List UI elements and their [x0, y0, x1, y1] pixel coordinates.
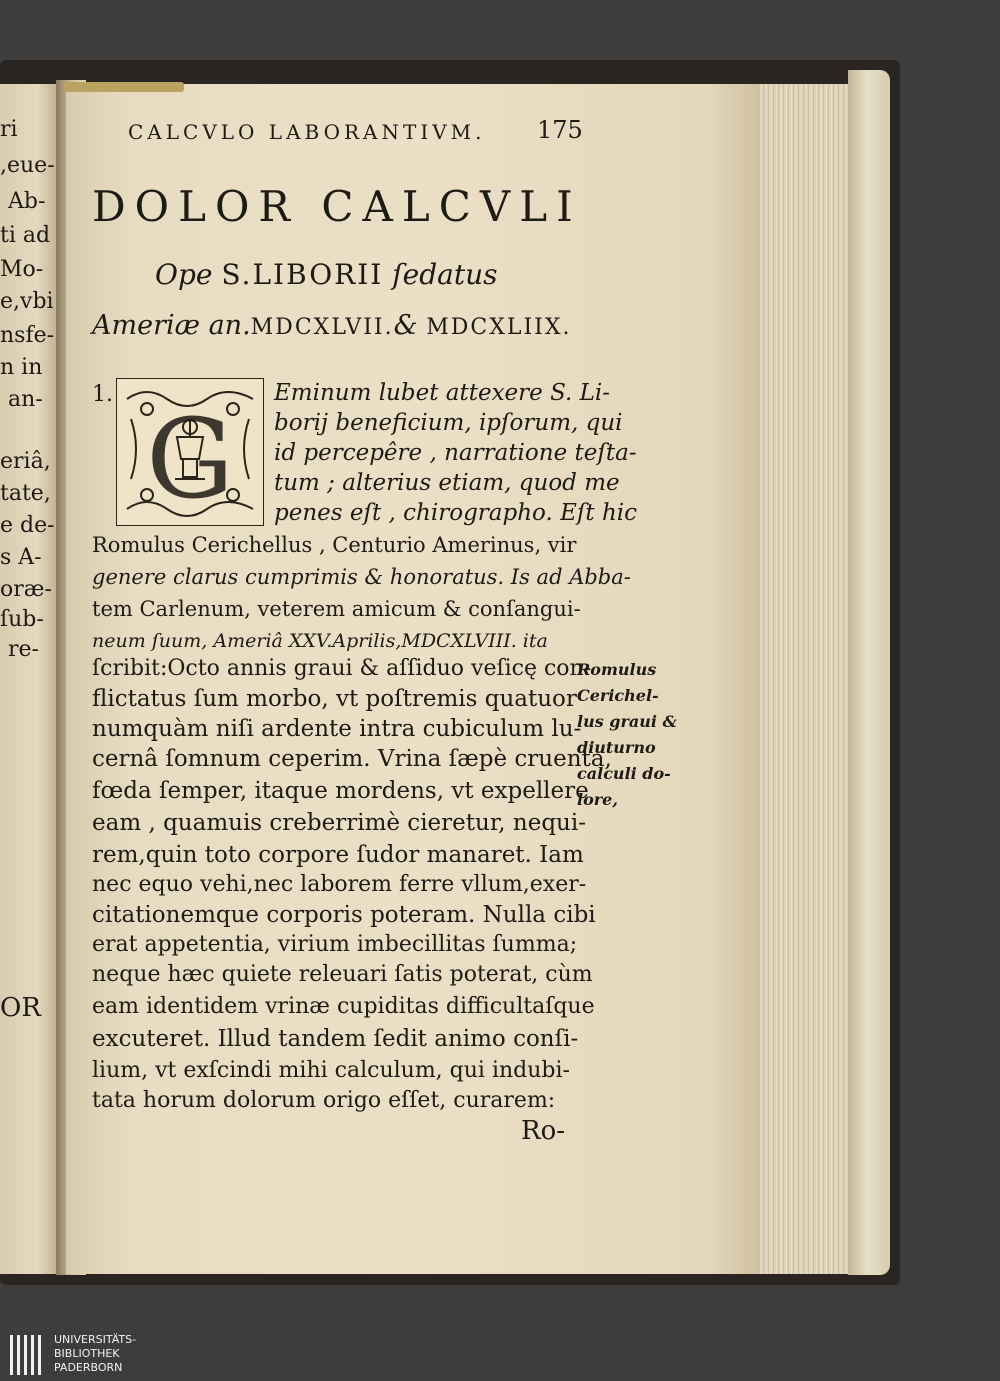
text-line: erat appetentia, virium imbecillitas ſumma;: [92, 932, 578, 957]
decorated-initial: [116, 378, 264, 526]
subtitle-line-2: [92, 310, 572, 341]
library-logo-icon: [8, 1333, 48, 1377]
text-line: tem Carlenum, veterem amicum & conſangui-: [92, 597, 581, 621]
text-line: ſcribit:Octo annis graui & aſſiduo veſicę con-: [92, 656, 592, 681]
left-fragment: ti ad: [0, 223, 51, 248]
subtitle-year-1: MDCXLVII.: [250, 315, 394, 340]
left-fragment: n in: [0, 355, 43, 380]
left-fragment: tate,: [0, 481, 51, 506]
margin-note-line: Romulus: [577, 660, 657, 679]
book-cover-edge: [848, 70, 890, 1275]
left-fragment: oræ-: [0, 577, 52, 602]
subtitle-sedatus: ſedatus: [392, 258, 498, 291]
subtitle-saint-name: S.LIBORII: [221, 258, 384, 291]
text-line: penes eſt , chirographo. Eſt hic: [274, 500, 638, 526]
text-line: tum ; alterius etiam, quod me: [274, 470, 620, 496]
left-fragment: e de-: [0, 513, 55, 538]
left-fragment: nsfe-: [0, 323, 55, 348]
text-line: genere clarus cumprimis & honoratus. Is ad Abba-: [92, 565, 631, 589]
left-fragment: eriâ,: [0, 449, 51, 474]
left-fragment: OR: [0, 993, 41, 1023]
margin-note-line: Cerichel-: [577, 686, 659, 705]
left-fragment: re-: [8, 637, 39, 662]
library-name: [54, 1333, 136, 1375]
text-line: borij beneficium, ipſorum, qui: [274, 410, 623, 436]
initial-letter: G: [146, 395, 234, 523]
left-fragment: ri: [0, 117, 18, 142]
text-line: neque hæc quiete releuari ſatis poterat, cùm: [92, 962, 593, 987]
text-line: citationemque corporis poteram. Nulla cibi: [92, 902, 596, 928]
page-number: 175: [537, 116, 583, 144]
left-fragment: s A-: [0, 545, 42, 570]
text-line: rem,quin toto corpore ſudor manaret. Iam: [92, 842, 584, 868]
text-line: flictatus ſum morbo, vt poſtremis quatuor: [92, 686, 577, 712]
library-name-line: BIBLIOTHEK: [54, 1347, 120, 1360]
subtitle-line-1: [155, 258, 497, 291]
left-fragment: Ab-: [8, 189, 46, 214]
margin-note-line: lore,: [577, 790, 618, 809]
margin-note-line: calculi do-: [577, 764, 671, 783]
text-line: Eminum lubet attexere S. Li-: [274, 380, 611, 406]
library-name-line: UNIVERSITÄTS-: [54, 1333, 137, 1346]
library-name-line: PADERBORN: [54, 1361, 123, 1374]
text-line: neum ſuum, Ameriâ XXV.Aprilis,MDCXLVIII. ita: [92, 630, 548, 652]
subtitle-ampersand: &: [393, 310, 418, 341]
margin-note-line: lus graui &: [577, 712, 677, 731]
running-head: CALCVLO LABORANTIVM.: [128, 120, 486, 144]
text-line: excuteret. Illud tandem ſedit animo conſi-: [92, 1026, 579, 1052]
footer-bar: [0, 1330, 1000, 1381]
text-line: id percepêre , narratione teſta-: [274, 440, 637, 466]
catchword: Ro-: [521, 1116, 566, 1146]
left-fragment: an-: [8, 387, 43, 412]
left-fragment: e,vbi: [0, 289, 54, 314]
text-line: numquàm niſi ardente intra cubiculum lu-: [92, 716, 582, 742]
subtitle-year-2: MDCXLIIX.: [426, 315, 572, 340]
text-line: tata horum dolorum origo eſſet, curarem:: [92, 1088, 556, 1113]
text-line: lium, vt exſcindi mihi calculum, qui indubi-: [92, 1058, 570, 1083]
text-line: fœda ſemper, itaque mordens, vt expellere: [92, 778, 589, 804]
text-line: nec equo vehi,nec laborem ferre vllum,exer-: [92, 872, 587, 897]
left-fragment: ,eue-: [0, 153, 55, 178]
subtitle-ameriae: Ameriæ an.: [92, 310, 251, 341]
margin-note-line: diuturno: [577, 738, 656, 757]
text-line: eam , quamuis creberrimè cieretur, nequi-: [92, 810, 586, 836]
left-page: [0, 84, 62, 1274]
decorated-initial-artwork: [117, 379, 263, 525]
subtitle-ope: Ope: [155, 258, 213, 291]
text-line: eam identidem vrinæ cupiditas difficultaſque: [92, 994, 595, 1019]
section-number: 1.: [92, 382, 113, 407]
left-fragment: Mo-: [0, 257, 44, 282]
text-line: cernâ ſomnum ceperim. Vrina ſæpè cruenta,: [92, 746, 612, 772]
text-line: Romulus Cerichellus , Centurio Amerinus, vir: [92, 533, 577, 557]
chapter-title: DOLOR CALCVLI: [92, 182, 582, 231]
headband: [64, 82, 184, 92]
left-fragment: ſub-: [0, 607, 44, 632]
